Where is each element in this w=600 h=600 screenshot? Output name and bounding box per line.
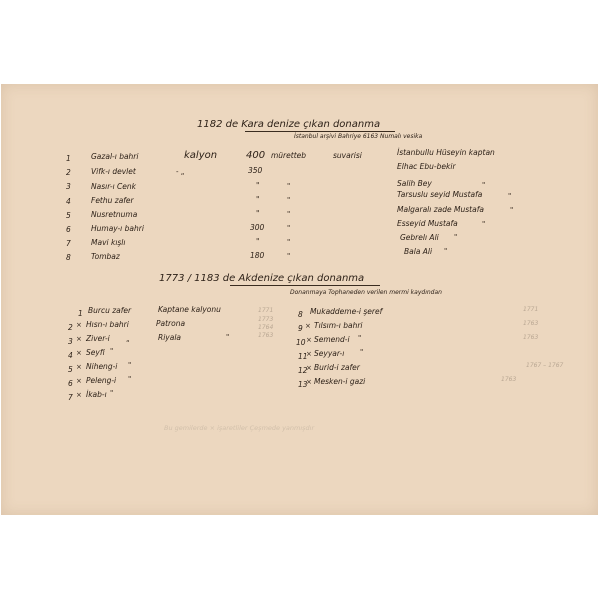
captain-name: Gebrelı Ali <box>400 233 439 242</box>
ship-name: Mesken-i gazi <box>314 377 366 386</box>
pencil-note: 1763 <box>523 334 539 341</box>
column-header-kalyon: kalyon <box>184 150 218 161</box>
ditto-mark: " <box>110 389 114 397</box>
ship-name: Fethu zafer <box>91 196 134 205</box>
row-number: 5 <box>68 365 73 374</box>
ship-role: Patrona <box>156 319 186 328</box>
ship-name: Gazal-ı bahri <box>91 152 139 161</box>
ship-name: Tılsım-ı bahri <box>314 321 363 330</box>
footnote: Bu gemilerde × işaretliler Çeşmede yanmışdır <box>164 424 315 432</box>
crew-count: " <box>256 181 260 190</box>
ship-name: Ziver-i <box>86 334 110 343</box>
pencil-note: 1763 <box>523 320 539 327</box>
row-number: 8 <box>66 253 71 262</box>
pencil-note: 1771 <box>523 306 539 313</box>
row-number: 1 <box>78 309 83 318</box>
pencil-note: 1767 – 1767 <box>526 362 564 369</box>
ship-name: Vifk-ı devlet <box>91 167 136 176</box>
row-number: 12 <box>298 366 308 375</box>
captain-name: Malgaralı zade Mustafa <box>397 205 484 214</box>
row-number: 13 <box>298 380 308 389</box>
pencil-note: 1763 <box>258 332 274 339</box>
ditto-mark: " <box>128 375 132 383</box>
captain-name: Bala Ali <box>404 247 433 256</box>
ship-name: Burid-i zafer <box>314 363 360 372</box>
crew-count: " <box>256 195 260 204</box>
row-number: 3 <box>66 182 71 191</box>
pencil-note: 1764 <box>258 324 274 331</box>
row-number: 6 <box>66 225 71 234</box>
cross-mark: × <box>306 364 312 372</box>
ship-name: Peleng-i <box>86 376 117 385</box>
ship-name: Seyyar-ı <box>314 349 345 358</box>
captain-name: Elhac Ebu-bekir <box>397 162 456 171</box>
row-number: 5 <box>66 211 71 220</box>
section1-title: 1182 de Kara denize çıkan donanma <box>197 119 381 130</box>
cross-mark: × <box>306 350 312 358</box>
captain-name: Salih Bey <box>397 179 432 188</box>
cross-mark: × <box>305 322 311 330</box>
captain-name: Esseyid Mustafa <box>397 219 458 228</box>
ship-name: Mukaddeme-i şeref <box>310 307 383 316</box>
ditto-mark: " <box>360 348 364 356</box>
ship-name: Humay-ı bahri <box>91 224 144 233</box>
row-number: 3 <box>68 337 73 346</box>
ditto-mark: " <box>358 334 362 342</box>
row-number: 4 <box>66 197 71 206</box>
ship-name: Hısn-ı bahri <box>86 320 129 329</box>
crew-count: 300 <box>250 223 265 232</box>
cross-mark: × <box>306 378 312 386</box>
pencil-note: 1771 <box>258 307 274 314</box>
ditto-mark: „ <box>126 335 130 343</box>
cross-mark: × <box>76 391 82 399</box>
ditto-mark: " <box>482 220 486 228</box>
row-number: 10 <box>296 338 306 347</box>
section1-title-underline <box>245 131 395 132</box>
captain-name: Tarsuslu seyid Mustafa <box>397 190 483 199</box>
ship-name: Burcu zafer <box>88 306 132 315</box>
ditto-mark: " <box>226 333 230 341</box>
section2-source: Donanmaya Tophaneden verilen mermi kaydından <box>290 289 442 296</box>
crew-count: " <box>256 237 260 246</box>
ship-name: Nusretnuma <box>91 210 138 219</box>
cross-mark: × <box>76 335 82 343</box>
ship-name: Tombaz <box>91 252 120 261</box>
section1-source: İstanbul arşivi Bahriye 6163 Numalı vesika <box>294 133 423 140</box>
cross-mark: × <box>76 377 82 385</box>
ship-name: Seyfi <box>86 348 105 357</box>
row-number: 2 <box>66 168 71 177</box>
crew-count: 350 <box>248 166 263 175</box>
ditto-mark: " <box>508 192 512 200</box>
ditto-mark: " <box>444 247 448 255</box>
pencil-note: 1763 <box>501 376 517 383</box>
row-number: 7 <box>66 239 71 248</box>
row-number: 6 <box>68 379 73 388</box>
ditto-mark: " <box>287 196 291 204</box>
ditto-mark: " <box>287 252 291 260</box>
document-sheet <box>1 84 598 515</box>
ditto-mark: " <box>128 361 132 369</box>
ship-name: İkab-ı <box>86 390 107 399</box>
section2-title-underline <box>230 285 380 286</box>
ship-name: Nasır-ı Cenk <box>91 182 136 191</box>
column-header-suvarisi: suvarisi <box>333 151 362 160</box>
cross-mark: × <box>76 363 82 371</box>
ship-name: Niheng-i <box>86 362 118 371</box>
column-header-muretteb: müretteb <box>271 151 307 160</box>
ditto-mark: " <box>287 210 291 218</box>
ditto-mark: " <box>287 182 291 190</box>
crew-count: " <box>256 209 260 218</box>
row-number: 4 <box>68 351 73 360</box>
cross-mark: × <box>76 321 82 329</box>
pencil-note: 1773 <box>258 316 274 323</box>
crew-count: 180 <box>250 251 265 260</box>
cross-mark: × <box>76 349 82 357</box>
ship-role: Kaptane kalyonu <box>158 305 221 314</box>
row-number: 9 <box>298 324 303 333</box>
ditto-mark: " <box>482 181 486 189</box>
row-number: 2 <box>68 323 73 332</box>
ditto-mark: " <box>287 224 291 232</box>
cross-mark: × <box>306 336 312 344</box>
ditto-mark: " <box>454 233 458 241</box>
ditto-mark: " <box>510 206 514 214</box>
ditto-mark: - „ <box>176 168 185 176</box>
ship-role: Riyala <box>158 333 182 342</box>
section2-title: 1773 / 1183 de Akdenize çıkan donanma <box>159 273 365 284</box>
row-number: 8 <box>298 310 303 319</box>
column-header-captain: İstanbullu Hüseyin kaptan <box>397 148 495 157</box>
column-header-count: 400 <box>246 150 266 161</box>
ditto-mark: " <box>287 238 291 246</box>
ship-name: Mavi kışlı <box>91 238 126 247</box>
row-number: 11 <box>298 352 308 361</box>
row-number: 7 <box>68 393 73 402</box>
ship-name: Semend-i <box>314 335 350 344</box>
ditto-mark: " <box>110 347 114 355</box>
row-number: 1 <box>66 154 71 163</box>
